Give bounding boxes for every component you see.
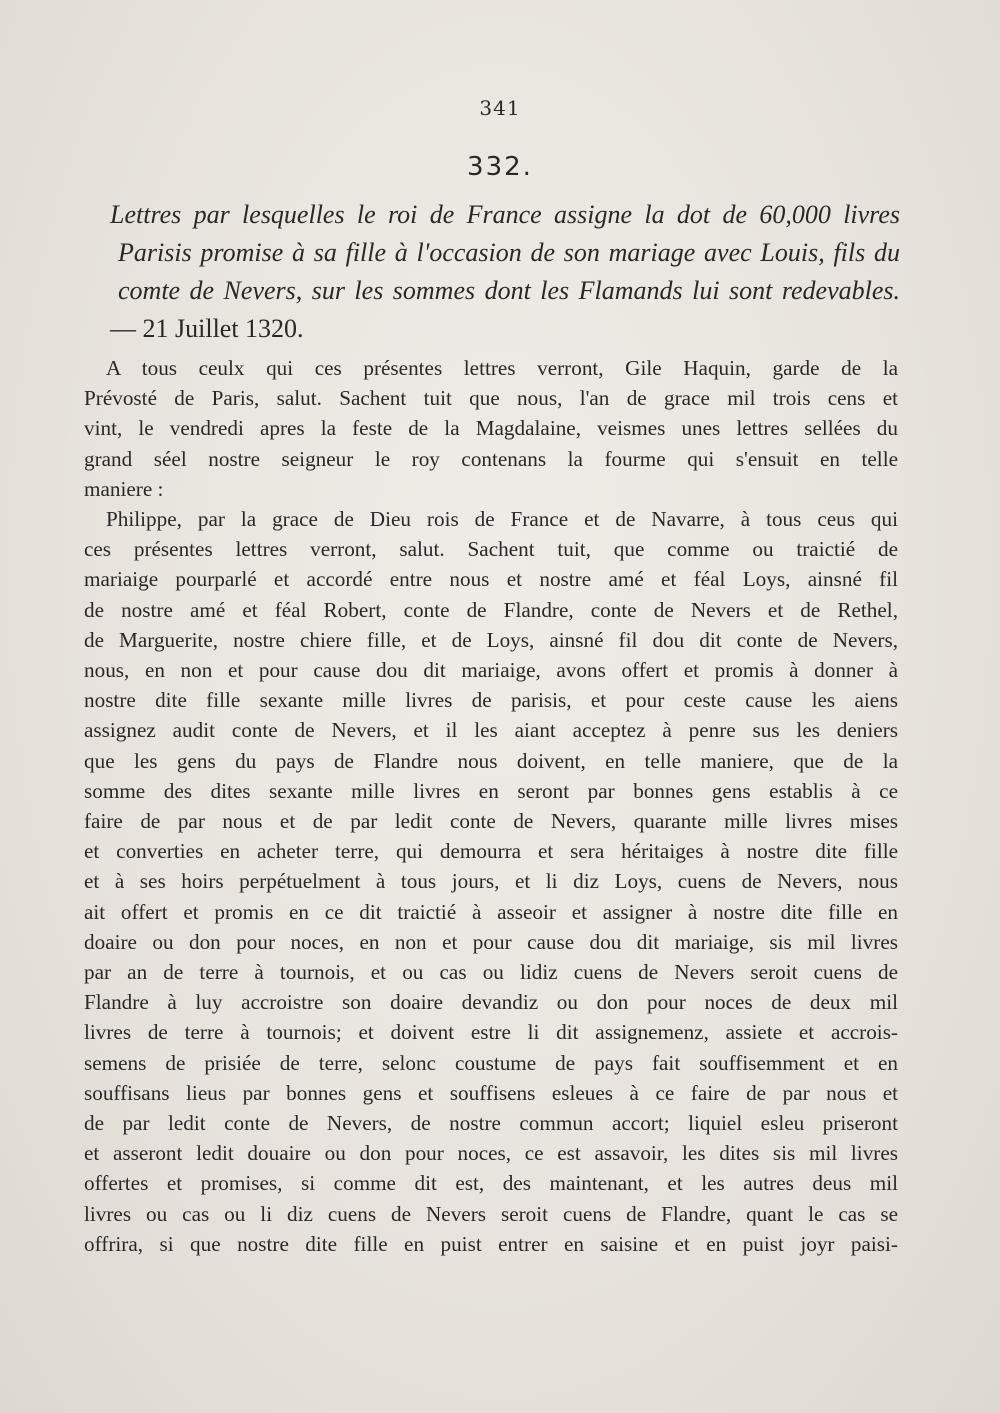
text-line: offrira, si que nostre dite fille en puist entrer en saisine et en puist joyr paisi- (84, 1231, 898, 1256)
text-line: de Marguerite, nostre chiere fille, et de Loys, ainsné fil dou dit conte de Nevers, (84, 627, 898, 652)
text-line: maniere : (84, 476, 164, 501)
text-line: grand séel nostre seigneur le roy contenans la fourme qui s'ensuit en telle (84, 446, 898, 471)
text-line: et asseront ledit douaire ou don pour noces, ce est assavoir, les dites sis mil livres (84, 1141, 898, 1166)
page-number: 341 (479, 96, 521, 120)
text-line: livres ou cas ou li diz cuens de Nevers seroit cuens de Flandre, quant le cas se (84, 1201, 898, 1226)
paragraph (84, 504, 898, 1259)
heading-line: Parisis promise à sa fille à l'occasion de son mariage avec Louis, fils du (118, 238, 900, 267)
text-line: Prévosté de Paris, salut. Sachent tuit que nous, l'an de grace mil trois cens et (84, 386, 898, 411)
paragraph (84, 353, 898, 504)
document-heading (110, 196, 900, 348)
text-line: ces présentes lettres verront, salut. Sachent tuit, que comme ou traictié de (84, 537, 898, 562)
text-line: et converties en acheter terre, qui demourra et sera héritaiges à nostre dite fille (84, 839, 898, 864)
text-line: doaire ou don pour noces, en non et pour cause dou dit mariaige, sis mil livres (84, 929, 898, 954)
text-line: assignez audit conte de Nevers, et il les aiant acceptez à penre sus les deniers (84, 718, 898, 743)
text-line: nostre dite fille sexante mille livres de parisis, et pour ceste cause les aiens (84, 688, 898, 713)
text-line: faire de par nous et de par ledit conte de Nevers, quarante mille livres mises (84, 809, 898, 834)
heading-line: Lettres par lesquelles le roi de France assigne la dot de 60,000 livres (110, 200, 900, 229)
heading-date: — 21 Juillet 1320. (110, 314, 304, 343)
text-line: offertes et promises, si comme dit est, des maintenant, et les autres deus mil (84, 1171, 898, 1196)
text-line: vint, le vendredi apres la feste de la Magdalaine, veismes unes lettres sellées du (84, 416, 898, 441)
text-line: somme des dites sexante mille livres en seront par bonnes gens establis à ce (84, 778, 898, 803)
text-line: nous, en non et pour cause dou dit mariaige, avons offert et promis à donner à (84, 658, 898, 683)
text-line: Philippe, par la grace de Dieu rois de France et de Navarre, à tous ceus qui (106, 507, 898, 532)
text-line: mariaige pourparlé et accordé entre nous et nostre amé et féal Loys, ainsné fil (84, 567, 898, 592)
text-line: souffisans lieus par bonnes gens et souffisens esleues à ce faire de par nous et (84, 1080, 898, 1105)
document-number: 332. (467, 152, 533, 182)
text-line: A tous ceulx qui ces présentes lettres verront, Gile Haquin, garde de la (106, 356, 898, 380)
text-line: de par ledit conte de Nevers, de nostre commun accort; liquiel esleu priseront (84, 1111, 898, 1136)
text-line: Flandre à luy accroistre son doaire devandiz ou don pour noces de deux mil (84, 990, 898, 1015)
text-line: de nostre amé et féal Robert, conte de Flandre, conte de Nevers et de Rethel, (84, 597, 898, 622)
heading-line: comte de Nevers, sur les sommes dont les Flamands lui sont redevables. (118, 276, 900, 305)
text-line: ait offert et promis en ce dit traictié à asseoir et assigner à nostre dite fille en (84, 899, 898, 924)
text-line: par an de terre à tournois, et ou cas ou lidiz cuens de Nevers seroit cuens de (84, 960, 898, 985)
text-line: que les gens du pays de Flandre nous doivent, en telle maniere, que de la (84, 748, 898, 773)
text-line: semens de prisiée de terre, selonc coustume de pays fait souffisemment et en (84, 1050, 898, 1075)
text-line: et à ses hoirs perpétuelment à tous jours, et li diz Loys, cuens de Nevers, nous (84, 869, 898, 894)
text-line: livres de terre à tournois; et doivent estre li dit assignemenz, assiete et accrois- (84, 1020, 898, 1045)
document-body (84, 353, 898, 1259)
